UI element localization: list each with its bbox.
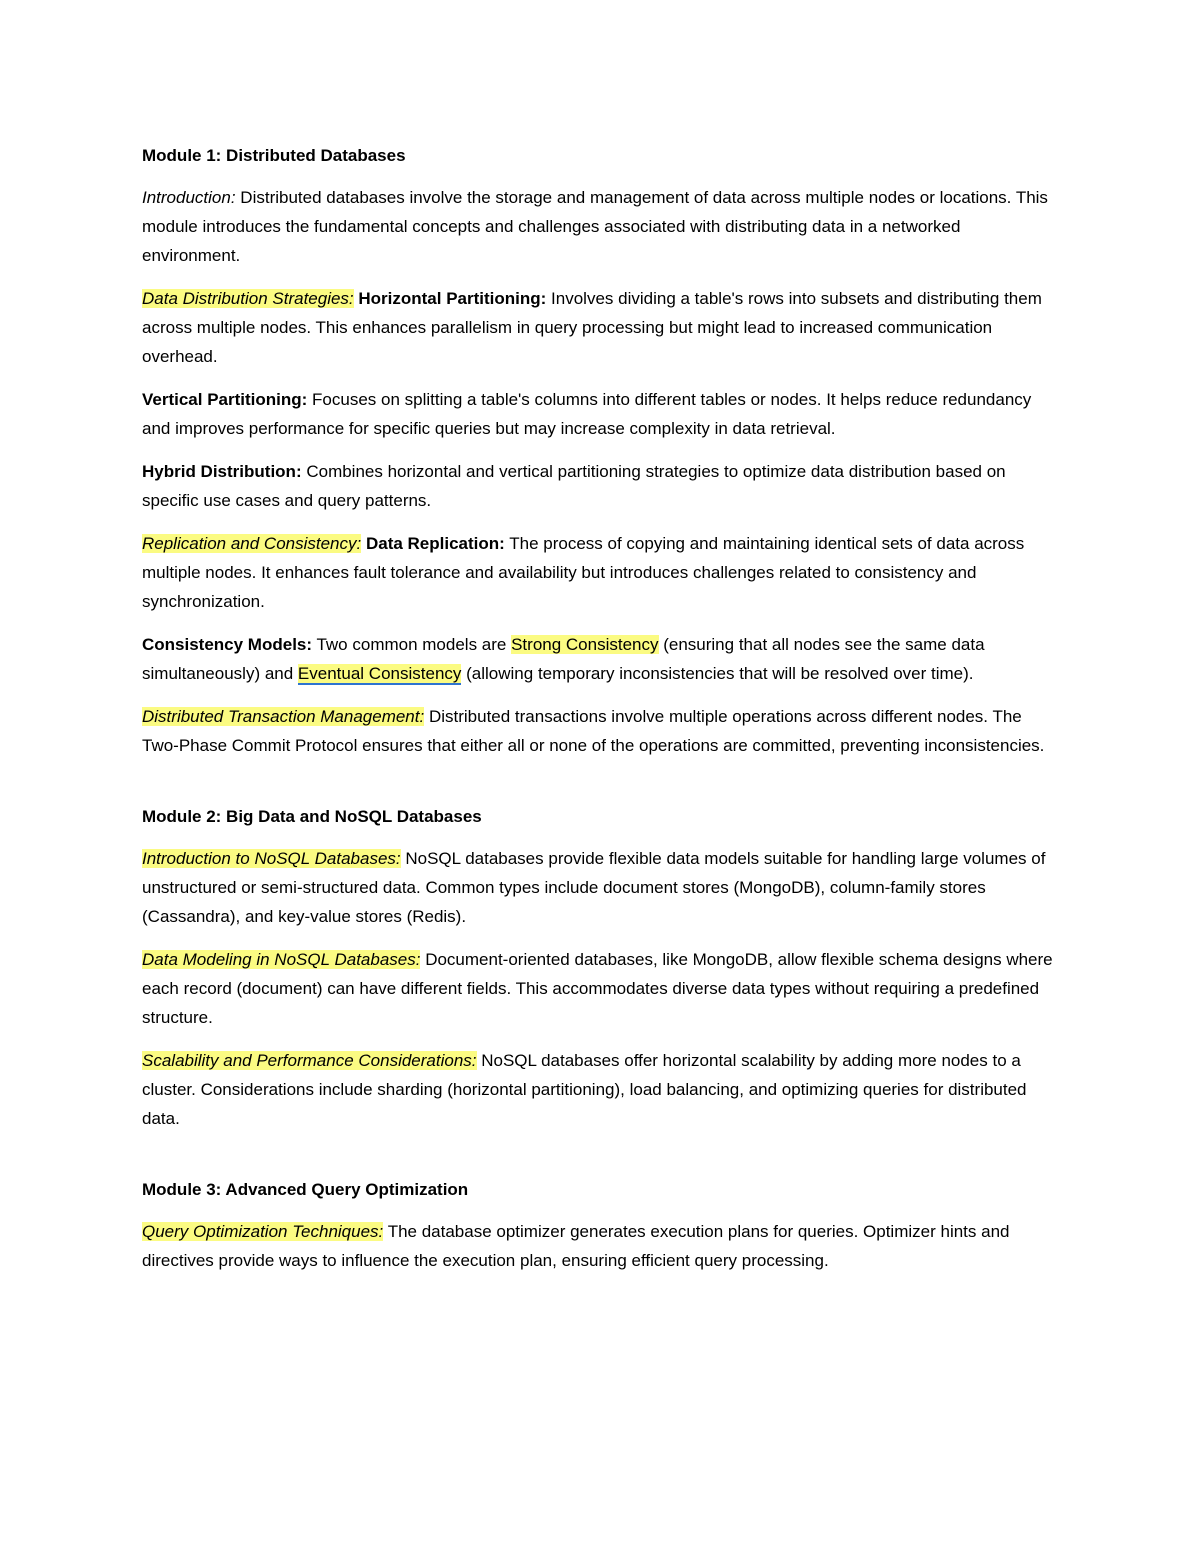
- vertical-partitioning-text: Focuses on splitting a table's columns into different tables or nodes. It helps reduce redundancy and improves performance for specific queries but may increase complexity in data retrieval.: [142, 390, 1032, 438]
- qot-label: Query Optimization Techniques:: [142, 1222, 384, 1241]
- consistency-models-label: Consistency Models:: [142, 635, 313, 654]
- nosql-intro-text: NoSQL databases provide flexible data models suitable for handling large volumes of unstructured or semi-structured data. Common types include document stores (MongoDB), column-family stores (Cassandra), and key-value stores (Redis).: [142, 849, 1046, 926]
- consistency-text-1: Two common models are: [312, 635, 512, 654]
- module-1-introduction: [142, 183, 1062, 270]
- eventual-consistency-link[interactable]: Eventual Consistency: [297, 664, 462, 683]
- scalability-label: Scalability and Performance Considerations:: [142, 1051, 477, 1070]
- qot-text: The database optimizer generates execution plans for queries. Optimizer hints and directives provide ways to influence the execution plan, ensuring efficient query processing.: [142, 1222, 1010, 1270]
- hybrid-distribution-label: Hybrid Distribution:: [142, 462, 302, 481]
- module-2-heading: Module 2: Big Data and NoSQL Databases: [142, 807, 482, 826]
- scalability-text: NoSQL databases offer horizontal scalability by adding more nodes to a cluster. Considerations include sharding (horizontal partitioning), load balancing, and optimizing queries for distributed data.: [142, 1051, 1027, 1128]
- nosql-modeling-label: Data Modeling in NoSQL Databases:: [142, 950, 421, 969]
- consistency-text-2: (ensuring that all nodes see the same data simultaneously) and: [142, 635, 985, 683]
- nosql-modeling-text: Document-oriented databases, like MongoDB, allow flexible schema designs where each record (document) can have different fields. This accommodates diverse data types without requiring a predefined structure.: [142, 950, 1053, 1027]
- hybrid-distribution: [142, 457, 1062, 515]
- intro-label: Introduction:: [142, 188, 236, 207]
- consistency-models: [142, 630, 1062, 688]
- module-1-heading: Module 1: Distributed Databases: [142, 146, 406, 165]
- document-body: [142, 143, 1062, 1289]
- dtm-label: Distributed Transaction Management:: [142, 707, 425, 726]
- nosql-scalability: [142, 1046, 1062, 1133]
- replication-and-consistency: [142, 529, 1062, 616]
- nosql-intro-label: Introduction to NoSQL Databases:: [142, 849, 401, 868]
- query-optimization-techniques: [142, 1217, 1062, 1275]
- replication-label: Replication and Consistency:: [142, 534, 362, 553]
- data-distribution-strategies: [142, 284, 1062, 371]
- hybrid-distribution-text: Combines horizontal and vertical partitioning strategies to optimize data distribution based on specific use cases and query patterns.: [142, 462, 1006, 510]
- nosql-introduction: [142, 844, 1062, 931]
- nosql-data-modeling: [142, 945, 1062, 1032]
- intro-text: Distributed databases involve the storage and management of data across multiple nodes or locations. This module introduces the fundamental concepts and challenges associated with distributing data in a networked environment.: [142, 188, 1048, 265]
- dds-label: Data Distribution Strategies:: [142, 289, 354, 308]
- horizontal-partitioning-text: Involves dividing a table's rows into subsets and distributing them across multiple nodes. This enhances parallelism in query processing but might lead to increased communication overhead.: [142, 289, 1042, 366]
- vertical-partitioning: [142, 385, 1062, 443]
- data-replication-label: Data Replication:: [361, 534, 505, 553]
- strong-consistency-highlight: Strong Consistency: [511, 635, 659, 654]
- dtm-text: Distributed transactions involve multiple operations across different nodes. The Two-Phase Commit Protocol ensures that either all or none of the operations are committed, preventing inconsistencies.: [142, 707, 1045, 755]
- horizontal-partitioning-label: Horizontal Partitioning:: [353, 289, 547, 308]
- vertical-partitioning-label: Vertical Partitioning:: [142, 390, 308, 409]
- data-replication-text: The process of copying and maintaining identical sets of data across multiple nodes. It enhances fault tolerance and availability but introduces challenges related to consistency and synchronization.: [142, 534, 1025, 611]
- distributed-transaction-management: [142, 702, 1062, 760]
- consistency-text-3: (allowing temporary inconsistencies that will be resolved over time).: [461, 664, 974, 683]
- module-3-heading: Module 3: Advanced Query Optimization: [142, 1180, 469, 1199]
